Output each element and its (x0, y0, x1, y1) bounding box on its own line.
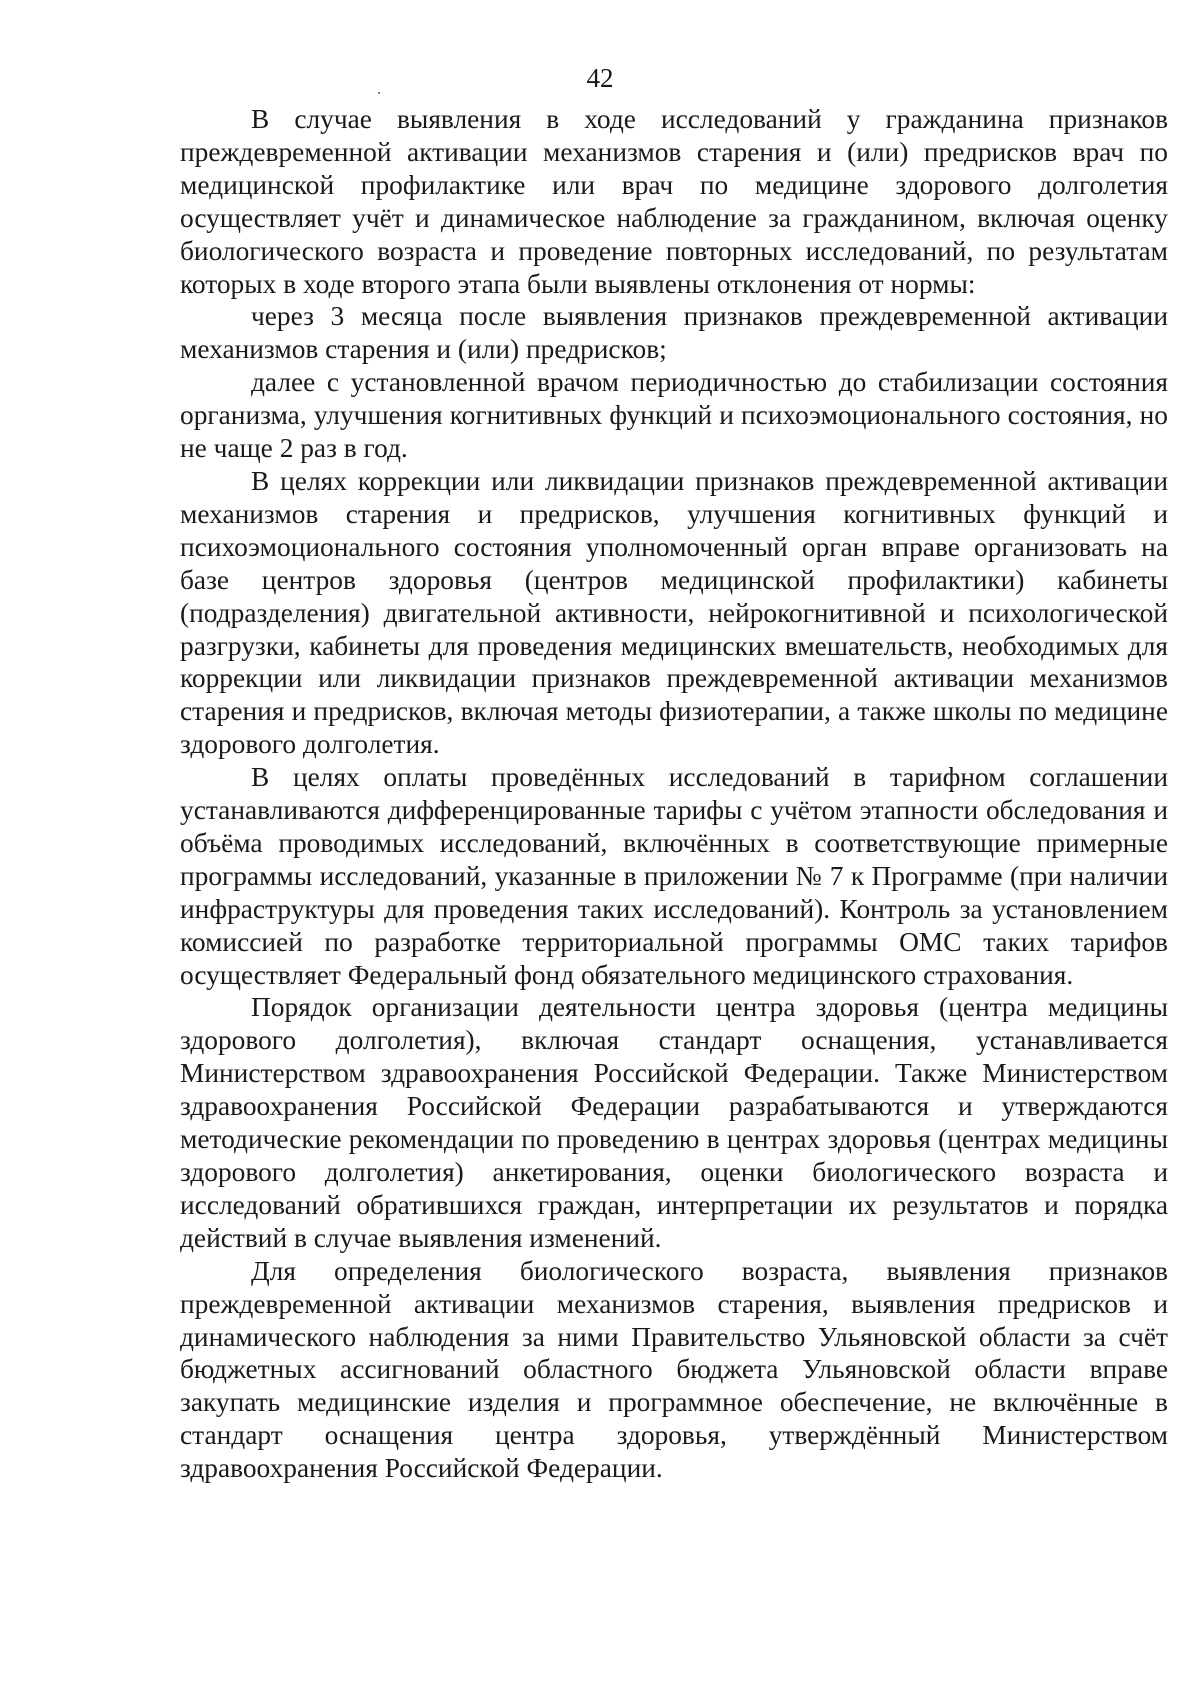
document-body (180, 103, 1168, 1485)
page-number: 42 (586, 63, 614, 93)
paragraph-followup-intro: В случае выявления в ходе исследований у гражданина признаков преждевременной активации механизмов старения и (или) предрисков врач по медицинской профилактике или врач по медицине здорового долголетия осуществляет учёт и динамическое наблюдение за гражданином, включая оценку биологического возраста и проведение повторных исследований, по результатам которых в ходе второго этапа были выявлены отклонения от нормы: (180, 104, 1168, 299)
paragraph-health-center-order: Порядок организации деятельности центра здоровья (центра медицины здорового долголетия), включая стандарт оснащения, устанавливается Министерством здравоохранения Российской Федерации. Также Министерством здравоохранения Российской Федерации разрабатываются и утверждаются методические рекомендации по проведению в центрах здоровья (центрах медицины здорового долголетия) анкетирования, оценки биологического возраста и исследований обратившихся граждан, интерпретации их результатов и порядка действий в случае выявления изменений. (180, 992, 1168, 1253)
paragraph-followup-periodic: далее с установленной врачом периодичностью до стабилизации состояния организма, улучшения когнитивных функций и психоэмоционального состояния, но не чаще 2 раз в год. (180, 367, 1168, 464)
paragraph-correction-cabinets: В целях коррекции или ликвидации признаков преждевременной активации механизмов старения и предрисков, улучшения когнитивных функций и психоэмоционального состояния уполномоченный орган вправе организовать на базе центров здоровья (центров медицинской профилактики) кабинеты (подразделения) двигательной активности, нейрокогнитивной и психологической разгрузки, кабинеты для проведения медицинских вмешательств, необходимых для коррекции или ликвидации признаков преждевременной активации механизмов старения и предрисков, включая методы физиотерапии, а также школы по медицине здорового долголетия. (180, 465, 1168, 760)
scan-artifact (378, 92, 380, 94)
paragraph-regional-procurement: Для определения биологического возраста, выявления признаков преждевременной активации механизмов старения, выявления предрисков и динамического наблюдения за ними Правительство Ульяновской области за счёт бюджетных ассигнований областного бюджета Ульяновской области вправе закупать медицинские изделия и программное обеспечение, не включённые в стандарт оснащения центра здоровья, утверждённый Министерством здравоохранения Российской Федерации. (180, 1255, 1168, 1484)
paragraph-followup-3-months: через 3 месяца после выявления признаков преждевременной активации механизмов старения и (или) предрисков; (180, 301, 1168, 365)
paragraph-payment-tariffs: В целях оплаты проведённых исследований в тарифном соглашении устанавливаются дифференцированные тарифы с учётом этапности обследования и объёма проводимых исследований, включённых в соответствующие примерные программы исследований, указанные в приложении № 7 к Программе (при наличии инфраструктуры для проведения таких исследований). Контроль за установлением комиссией по разработке территориальной программы ОМС таких тарифов осуществляет Федеральный фонд обязательного медицинского страхования. (180, 762, 1168, 990)
